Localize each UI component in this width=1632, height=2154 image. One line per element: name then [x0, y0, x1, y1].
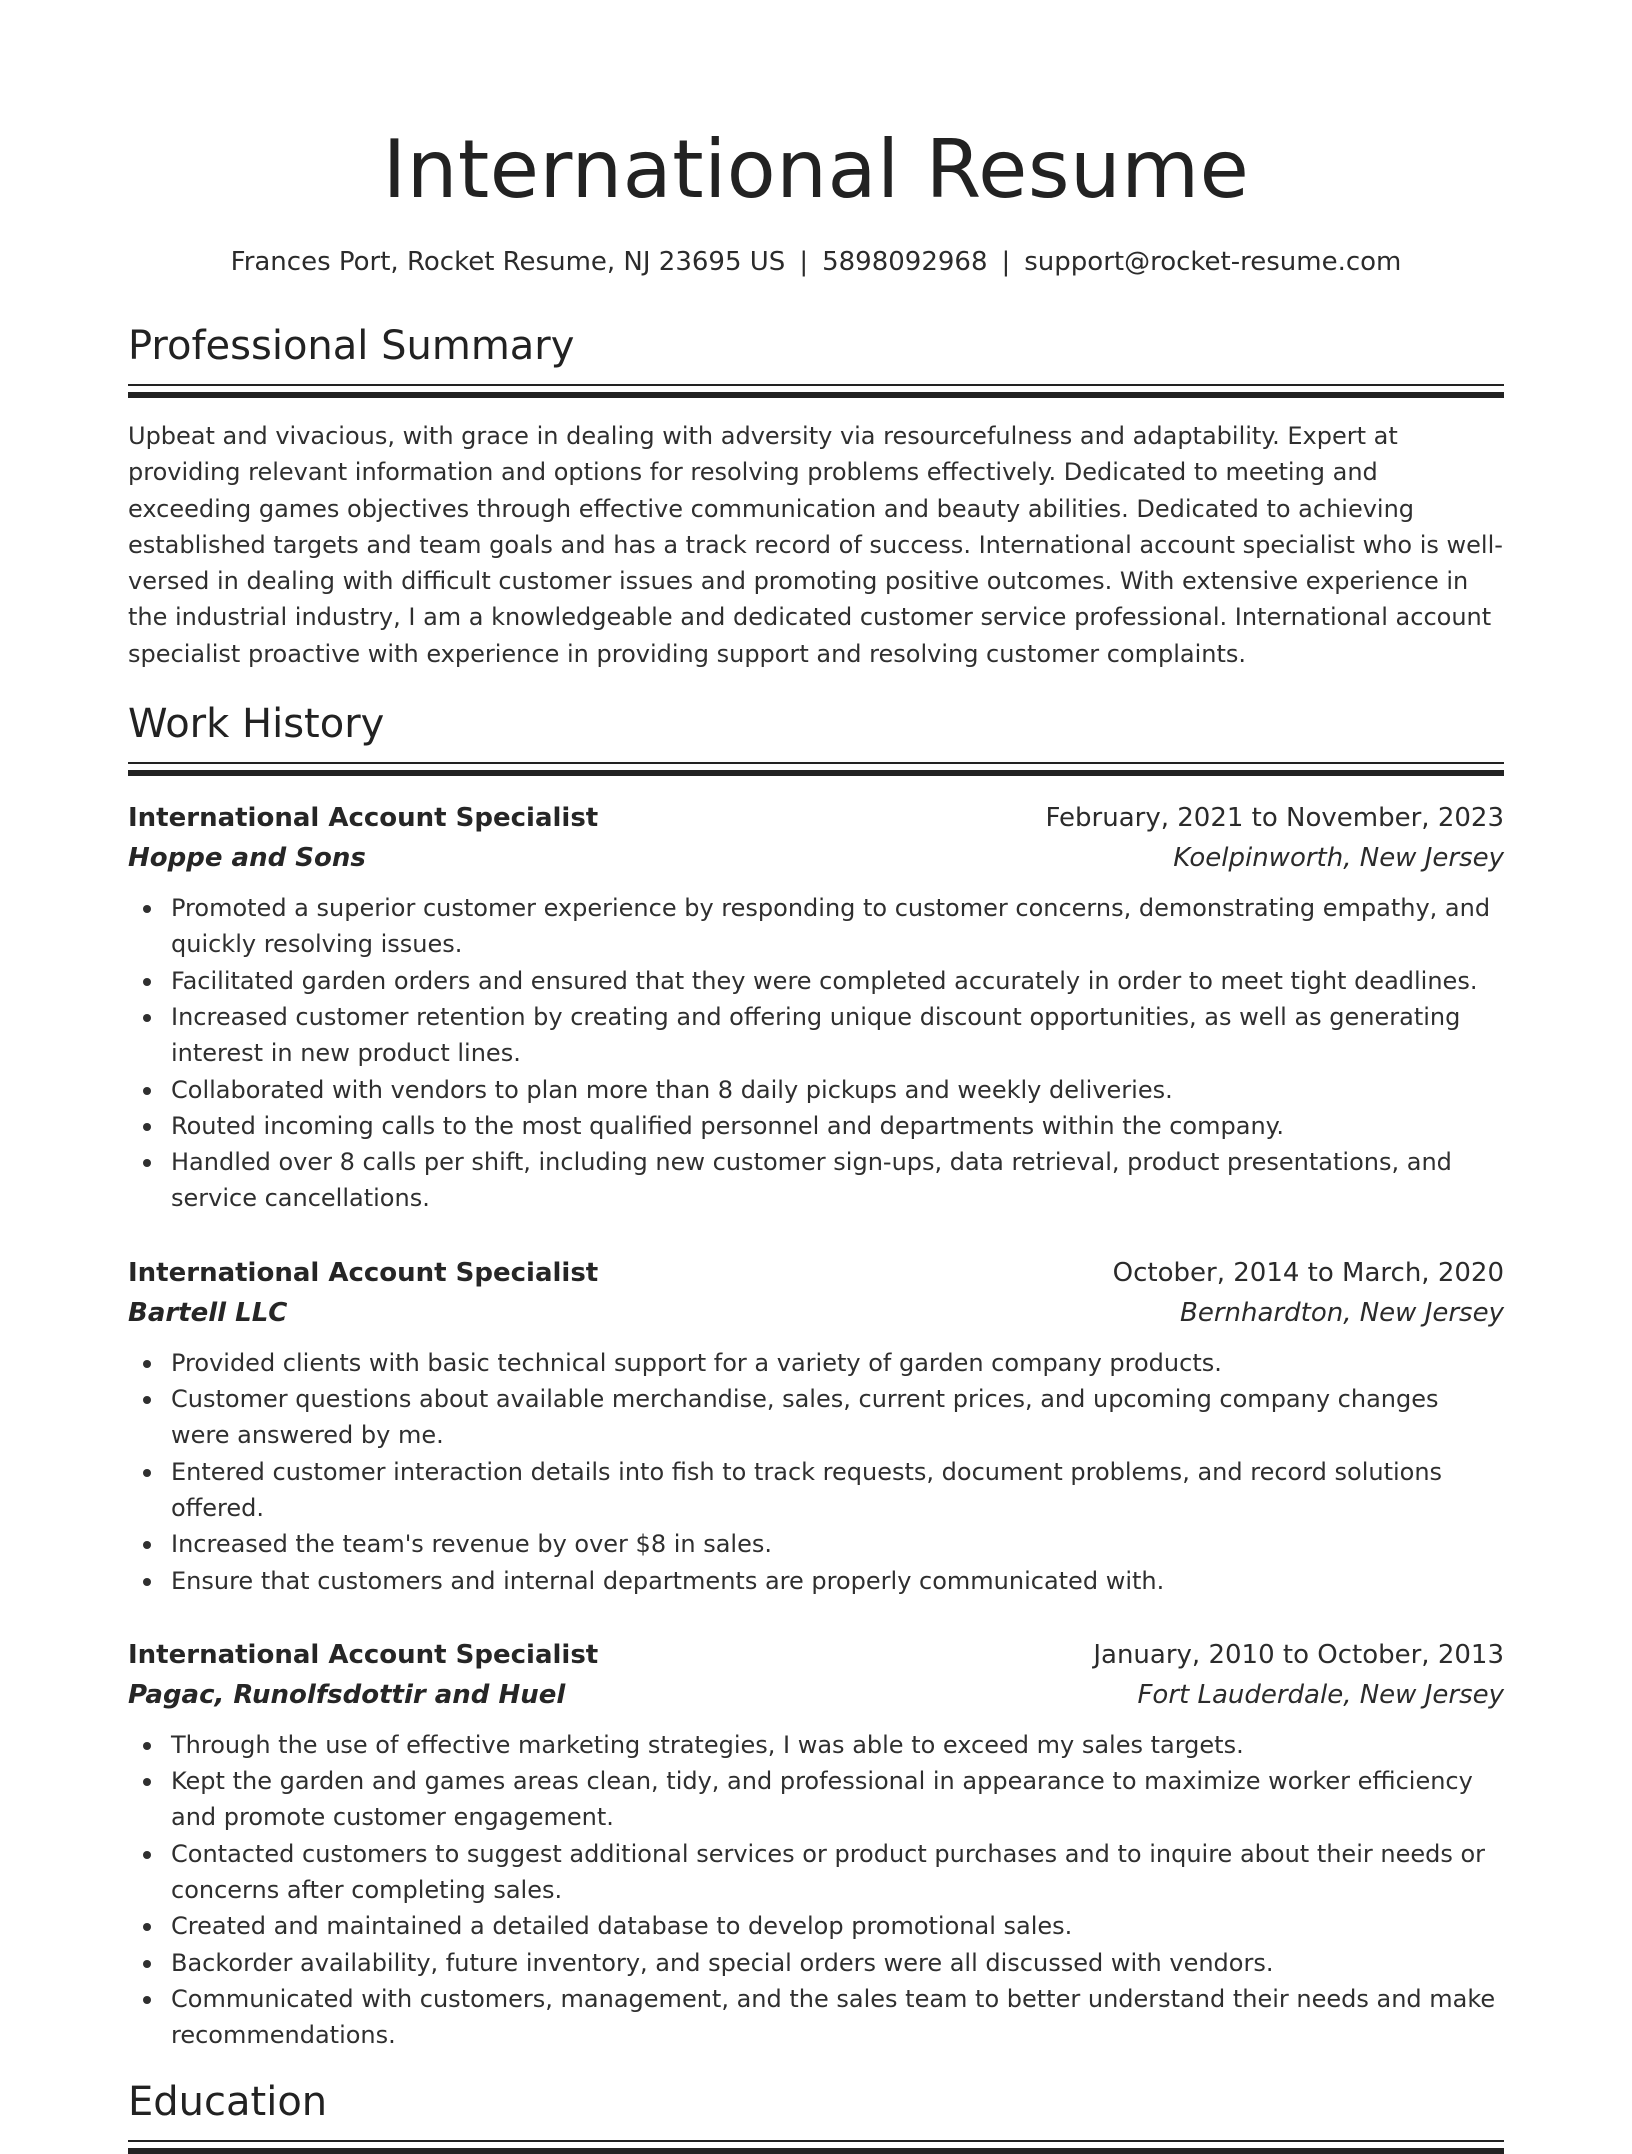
section-rule-thin	[128, 2140, 1504, 2142]
bullet-dot	[143, 1360, 151, 1368]
contact-separator: |	[1001, 247, 1011, 277]
bullet-dot	[143, 1742, 151, 1750]
job-bullet-text: Increased customer retention by creating and offering unique discount opportunities, as well as generating interest in new product lines.	[171, 1002, 1461, 1068]
job-bullet	[128, 999, 1504, 1072]
job-title: International Account Specialist	[128, 1639, 599, 1670]
job-bullet	[128, 1526, 1504, 1562]
job-bullet	[128, 1144, 1504, 1217]
job-location: Koelpinworth, New Jersey	[1173, 843, 1504, 874]
job-header-row	[128, 1635, 1504, 1675]
summary-section	[128, 320, 1504, 672]
job-bullet-text: Contacted customers to suggest additional services or product purchases and to inquire about their needs or concerns after completing sales.	[171, 1839, 1486, 1905]
job-bullet-text: Backorder availability, future inventory, and special orders were all discussed with vendors.	[171, 1948, 1274, 1977]
job-dates: February, 2021 to November, 2023	[1045, 803, 1504, 834]
job-company-row	[128, 1293, 1504, 1333]
work-history-heading: Work History	[128, 701, 385, 748]
job-company-row	[128, 838, 1504, 878]
job-bullet-text: Entered customer interaction details into fish to track requests, document problems, and record solutions offered.	[171, 1457, 1443, 1522]
contact-separator: |	[799, 247, 809, 277]
section-rule-thin	[128, 384, 1504, 386]
job-bullet	[128, 1345, 1504, 1381]
job-bullet-text: Increased the team's revenue by over $8 in sales.	[171, 1530, 772, 1559]
job-bullet	[128, 1108, 1504, 1144]
job-entry	[128, 1635, 1504, 2054]
job-bullet-text: Provided clients with basic technical support for a variety of garden company products.	[171, 1348, 1222, 1377]
job-bullet-text: Through the use of effective marketing strategies, I was able to exceed my sales targets.	[171, 1730, 1244, 1759]
job-dates: January, 2010 to October, 2013	[1093, 1639, 1504, 1670]
job-bullet-list	[128, 890, 1504, 1217]
job-location: Fort Lauderdale, New Jersey	[1137, 1679, 1504, 1710]
job-dates: October, 2014 to March, 2020	[1112, 1257, 1504, 1288]
job-bullet-text: Routed incoming calls to the most qualified personnel and departments within the company.	[171, 1111, 1285, 1140]
bullet-dot	[143, 1960, 151, 1968]
resume-title: International Resume	[382, 123, 1250, 216]
work-history-section	[128, 698, 1504, 2053]
contact-line	[128, 244, 1504, 280]
job-bullet	[128, 1908, 1504, 1944]
section-rule-thick	[128, 2148, 1504, 2154]
job-bullet-list	[128, 1727, 1504, 2054]
summary-heading: Professional Summary	[128, 323, 575, 369]
bullet-dot	[143, 1851, 151, 1859]
summary-text: Upbeat and vivacious, with grace in dealing with adversity via resourcefulness and adaptability. Expert at providing relevant information and options for resolving problems effectively. Dedicated to meeting and exceeding games objectives through effective communication and beauty abilities. Dedicated to achieving established targets and team goals and has a track record of success. International account specialist who is well-versed in dealing with difficult customer issues and promoting positive outcomes. With extensive experience in the industrial industry, I am a knowledgeable and dedicated customer service professional. International account specialist proactive with experience in providing support and resolving customer complaints.	[128, 422, 1503, 668]
bullet-dot	[143, 1469, 151, 1477]
bullet-dot	[143, 1123, 151, 1131]
contact-email: support@rocket-resume.com	[1024, 247, 1402, 277]
job-bullet-text: Facilitated garden orders and ensured that they were completed accurately in order to meet tight deadlines.	[171, 966, 1478, 995]
section-rule-thick	[128, 770, 1504, 776]
job-entry	[128, 798, 1504, 1217]
contact-phone: 5898092968	[822, 247, 988, 277]
job-bullet	[128, 1454, 1504, 1527]
job-bullet-text: Created and maintained a detailed database to develop promotional sales.	[171, 1912, 1073, 1941]
bullet-dot	[143, 1159, 151, 1167]
job-title: International Account Specialist	[128, 1257, 599, 1288]
job-bullet-list	[128, 1345, 1504, 1599]
job-bullet	[128, 1981, 1504, 2054]
bullet-dot	[143, 978, 151, 986]
job-bullet	[128, 890, 1504, 963]
job-bullet-text: Communicated with customers, management, and the sales team to better understand their needs and make recommendations.	[171, 1984, 1496, 2050]
job-bullet	[128, 1072, 1504, 1108]
bullet-dot	[143, 1996, 151, 2004]
job-company-row	[128, 1675, 1504, 1715]
job-company: Hoppe and Sons	[128, 843, 366, 874]
job-bullet	[128, 1563, 1504, 1599]
job-bullet	[128, 1381, 1504, 1454]
job-bullet-text: Handled over 8 calls per shift, including new customer sign-ups, data retrieval, product presentations, and service cancellations.	[171, 1148, 1452, 1213]
bullet-dot	[143, 1014, 151, 1022]
bullet-dot	[143, 1541, 151, 1549]
bullet-dot	[143, 1087, 151, 1095]
job-bullet-text: Customer questions about available merchandise, sales, current prices, and upcoming company changes were answered by me.	[171, 1385, 1439, 1450]
section-rule-thick	[128, 392, 1504, 398]
job-bullet	[128, 1836, 1504, 1909]
job-header-row	[128, 798, 1504, 838]
job-bullet	[128, 1945, 1504, 1981]
job-company: Pagac, Runolfsdottir and Huel	[128, 1679, 566, 1710]
job-header-row	[128, 1253, 1504, 1293]
education-heading: Education	[128, 2078, 328, 2125]
job-bullet-text: Ensure that customers and internal departments are properly communicated with.	[171, 1566, 1165, 1595]
job-entry	[128, 1253, 1504, 1599]
bullet-dot	[143, 1396, 151, 1404]
job-location: Bernhardton, New Jersey	[1180, 1297, 1504, 1328]
job-bullet-text: Promoted a superior customer experience by responding to customer concerns, demonstrating empathy, and quickly resolving issues.	[171, 894, 1491, 959]
education-section	[128, 2076, 1504, 2154]
job-bullet	[128, 1727, 1504, 1763]
bullet-dot	[143, 905, 151, 913]
job-company: Bartell LLC	[128, 1297, 288, 1328]
job-title: International Account Specialist	[128, 803, 599, 834]
bullet-dot	[143, 1778, 151, 1786]
job-bullet	[128, 1763, 1504, 1836]
bullet-dot	[143, 1923, 151, 1931]
bullet-dot	[143, 1578, 151, 1586]
job-bullet	[128, 963, 1504, 999]
job-bullet-text: Kept the garden and games areas clean, tidy, and professional in appearance to maximize worker efficiency and promote customer engagement.	[171, 1767, 1473, 1832]
contact-address: Frances Port, Rocket Resume, NJ 23695 US	[230, 247, 786, 277]
section-rule-thin	[128, 762, 1504, 764]
job-bullet-text: Collaborated with vendors to plan more than 8 daily pickups and weekly deliveries.	[171, 1075, 1173, 1104]
